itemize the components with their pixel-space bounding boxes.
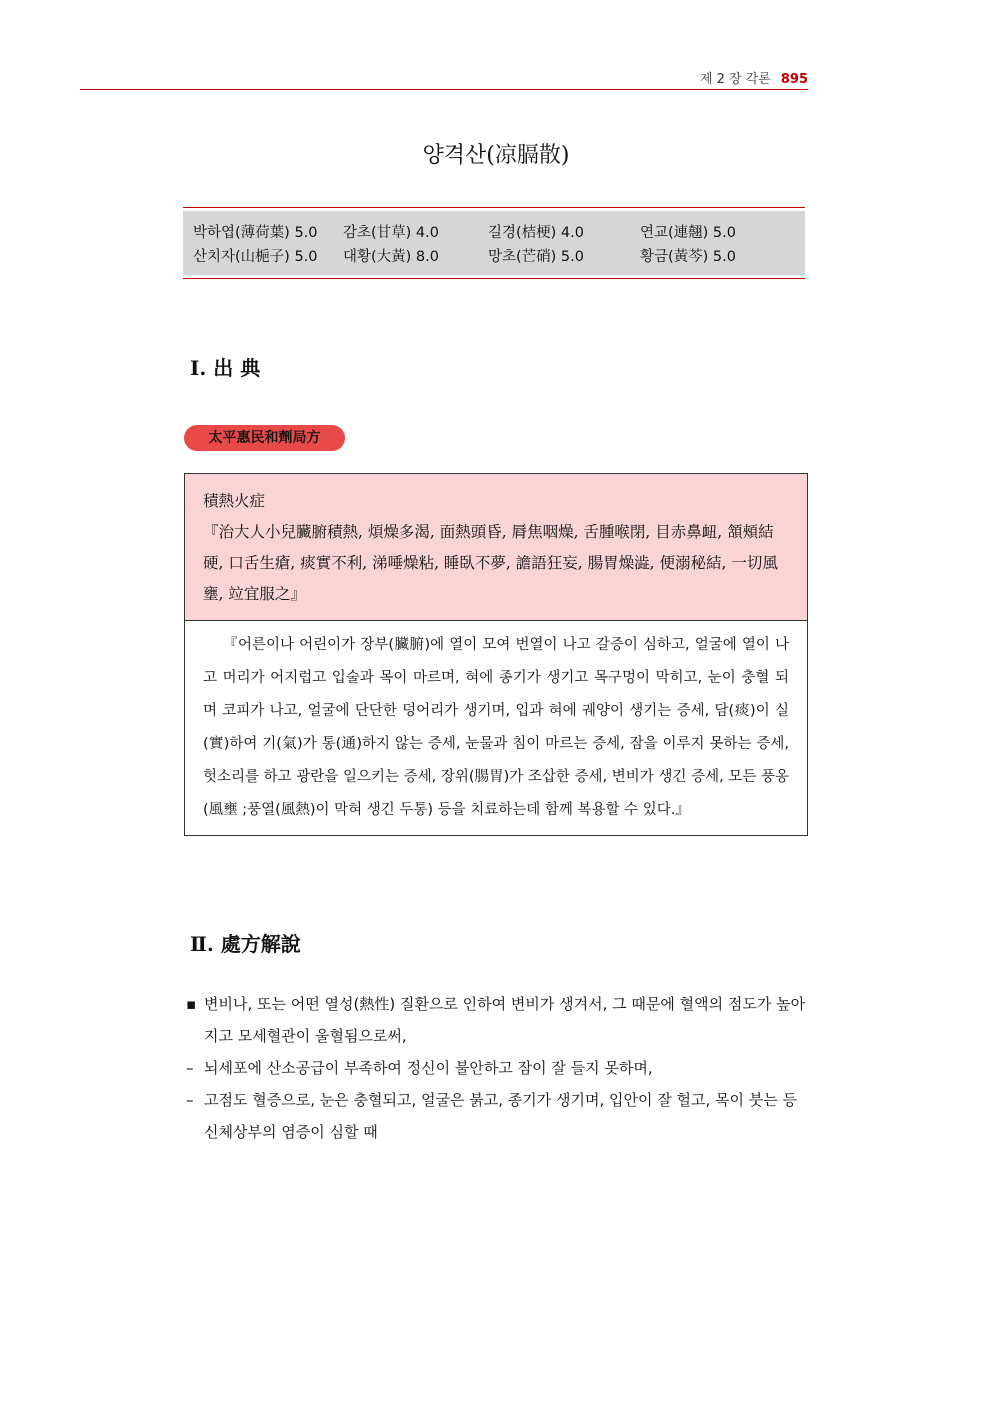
ingredient-row — [193, 221, 795, 245]
ingredient: 감초(甘草) 4.0 — [343, 225, 439, 241]
list-item — [186, 1052, 808, 1084]
dash-marker: – — [186, 1091, 194, 1109]
source-translation: 『어른이나 어린이가 장부(臟腑)에 열이 모여 번열이 나고 갈증이 심하고, 얼굴에 열이 나고 머리가 어지럽고 입술과 목이 마르며, 혀에 종기가 생기고 목구멍이 막히고, 눈이 충혈 되며 코피가 나고, 얼굴에 단단한 덩어리가 생기며, 입과 혀에 궤양이 생기는 증세, 담(痰)이 실(實)하여 기(氣)가 통(通)하지 않는 증세, 눈물과 침이 마르는 증세, 잠을 이루지 못하는 증세, 헛소리를 하고 광란을 일으키는 증세, 장위(腸胃)가 조삽한 증세, 변비가 생긴 증세, 모든 풍옹(風壅 ;풍열(風熱)이 막혀 생긴 두통) 등을 치료하는데 함께 복용할 수 있다.』 — [203, 637, 789, 818]
section-heading-explanation: Ⅱ. 處方解說 — [190, 932, 301, 956]
list-item-text: 고점도 혈증으로, 눈은 충혈되고, 얼굴은 붉고, 종기가 생기며, 입안이 잘 헐고, 목이 붓는 등 신체상부의 염증이 심할 때 — [204, 1091, 797, 1141]
explanation-list — [186, 988, 808, 1148]
prescription-title: 양격산(凉膈散) — [422, 143, 570, 168]
header-rule — [80, 89, 808, 90]
list-item-text: 뇌세포에 산소공급이 부족하여 정신이 불안하고 잠이 잘 들지 못하며, — [204, 1059, 653, 1077]
source-badge: 太平惠民和劑局方 — [184, 425, 345, 451]
ingredient: 길경(桔梗) 4.0 — [488, 225, 584, 241]
source-classical — [185, 474, 807, 621]
ingredient: 산치자(山梔子) 5.0 — [193, 249, 318, 265]
ingredient: 망초(芒硝) 5.0 — [488, 249, 584, 265]
source-classical-text: 『治大人小兒臟腑積熱, 煩燥多渴, 面熱頭昏, 脣焦咽燥, 舌腫喉閉, 目赤鼻衄, 頷頰結硬, 口舌生瘡, 痰實不利, 涕唾燥粘, 睡臥不夢, 譫語狂妄, 腸胃燥澁, 便溺秘結, 一切風壅, 竝宜服之』 — [203, 523, 778, 603]
page-number: 895 — [780, 72, 808, 87]
bullet-marker: ▪ — [186, 995, 197, 1013]
top-rule — [183, 207, 805, 208]
page-header — [80, 64, 808, 90]
ingredients-box — [183, 211, 805, 275]
ingredient: 연교(連翹) 5.0 — [640, 225, 736, 241]
ingredient-row — [193, 245, 795, 269]
bottom-rule — [183, 278, 805, 279]
ingredient: 박하엽(薄荷葉) 5.0 — [193, 225, 318, 241]
section-heading-source: Ⅰ. 出 典 — [190, 356, 261, 380]
list-item-text: 변비나, 또는 어떤 열성(熱性) 질환으로 인하여 변비가 생겨서, 그 때문에 혈액의 점도가 높아지고 모세혈관이 울혈됨으로써, — [204, 995, 806, 1045]
header-text — [700, 68, 808, 87]
chapter-label: 제 2 장 각론 — [699, 72, 771, 87]
ingredient: 대황(大黃) 8.0 — [343, 249, 439, 265]
source-title: 積熱火症 — [203, 492, 266, 510]
list-item — [186, 988, 808, 1052]
ingredient: 황금(黃芩) 5.0 — [640, 249, 736, 265]
list-item — [186, 1084, 808, 1148]
ingredients-table — [183, 207, 805, 279]
dash-marker: – — [186, 1059, 194, 1077]
source-box — [184, 473, 808, 836]
